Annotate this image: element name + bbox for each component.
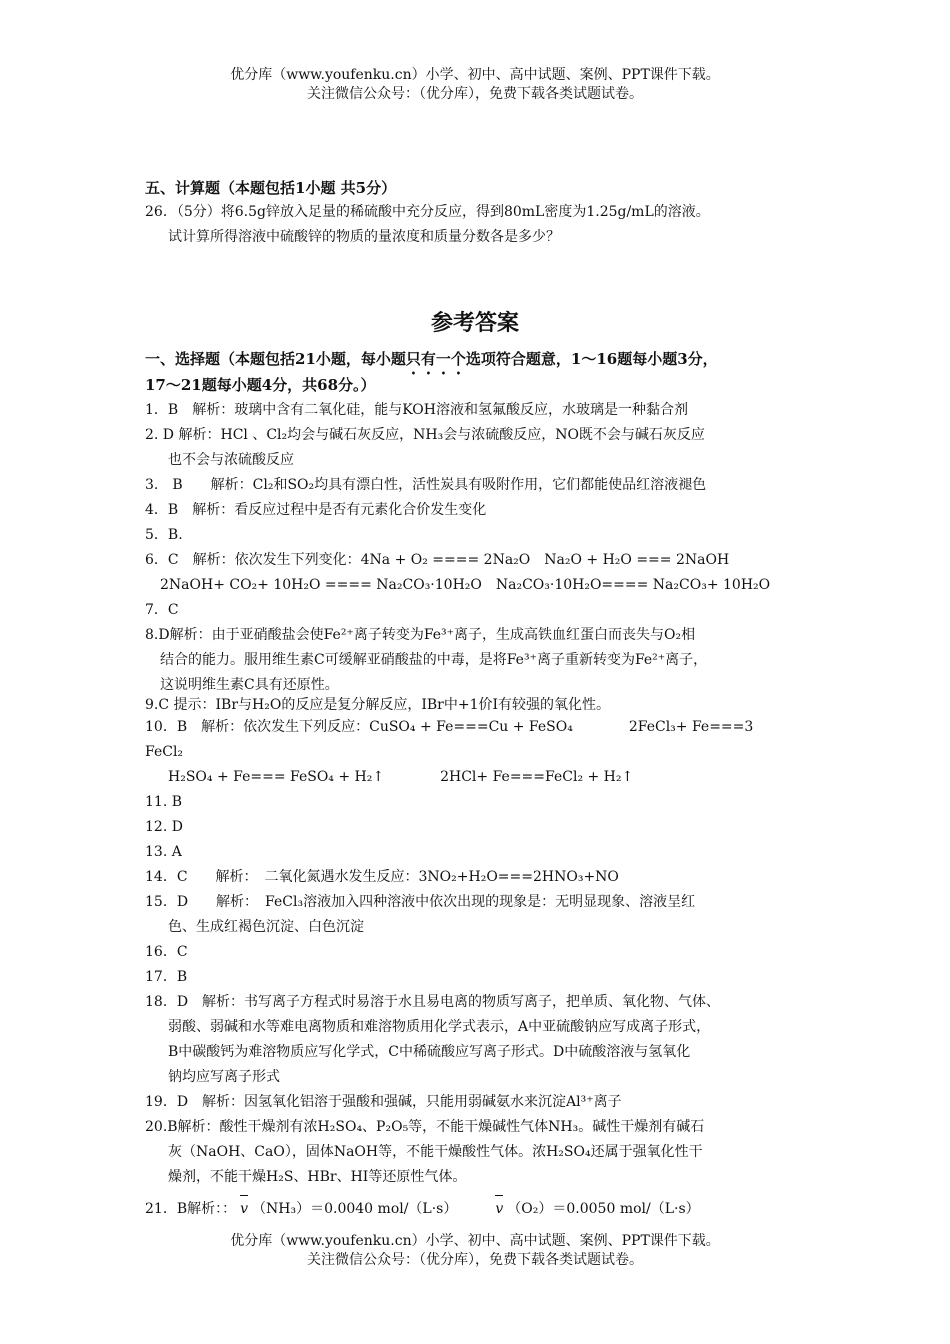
answer-14: 14．C 解析： 二氧化氮遇水发生反应：3NO₂+H₂O===2HNO₃+NO xyxy=(145,869,619,885)
answer-10-line-3: H₂SO₄ + Fe=== FeSO₄ + H₂↑ 2HCl+ Fe===FeCl₂ + H₂↑ xyxy=(168,769,634,785)
answer-8-line-3: 这说明维生素C具有还原性。 xyxy=(160,677,339,693)
section5-heading: 五、计算题（本题包括1小题 共5分） xyxy=(145,179,397,197)
answer-7: 7．C xyxy=(145,602,179,618)
answer-18-line-3: B中碳酸钙为难溶物质应写化学式，C中稀硫酸应写离子形式。D中硫酸溶液与氢氧化 xyxy=(168,1044,691,1060)
velocity-symbol-2: v xyxy=(495,1197,503,1222)
footer-line-2: 关注微信公众号：（优分库），免费下载各类试题试卷。 xyxy=(307,1252,643,1268)
answer-21-prefix: 21．B解析：： xyxy=(145,1201,237,1217)
section1-heading-emphasis: 只有一个 xyxy=(405,350,466,368)
section1-heading-line2: 17～21题每小题4分，共68分。） xyxy=(145,376,376,394)
answer-15-line-1: 15．D 解析： FeCl₃溶液加入四种溶液中依次出现的现象是：无明显现象、溶液呈红 xyxy=(145,894,696,910)
page-footer xyxy=(0,1232,950,1270)
footer-line-1: 优分库（www.youfenku.cn）小学、初中、高中试题、案例、PPT课件下载。 xyxy=(230,1233,720,1249)
answer-21-end: （O₂）＝0.0050 mol/（L·s） xyxy=(507,1201,700,1217)
answer-3: 3. B 解析：Cl₂和SO₂均具有漂白性，活性炭具有吸附作用，它们都能使品红溶液褪色 xyxy=(145,477,707,493)
answer-8-line-2: 结合的能力。服用维生素C可缓解亚硝酸盐的中毒，是将Fe³⁺离子重新转变为Fe²⁺离子， xyxy=(160,652,708,668)
header-line-2: 关注微信公众号：（优分库），免费下载各类试题试卷。 xyxy=(307,86,643,102)
answer-9: 9.C 提示：IBr与H₂O的反应是复分解反应，IBr中+1价I有较强的氧化性。 xyxy=(145,697,611,713)
answer-15-line-2: 色、生成红褐色沉淀、白色沉淀 xyxy=(168,919,364,935)
answer-2-line-2: 也不会与浓硫酸反应 xyxy=(168,452,294,468)
question-26-line-1: 26．（5分）将6.5g锌放入足量的稀硫酸中充分反应，得到80mL密度为1.25g/mL的溶液。 xyxy=(145,204,710,220)
answer-10-line-1: 10．B 解析：依次发生下列反应：CuSO₄ + Fe===Cu + FeSO₄ 2FeCl₃+ Fe===3 xyxy=(145,719,754,735)
answer-18-line-4: 钠均应写离子形式 xyxy=(168,1069,280,1085)
answer-12: 12. D xyxy=(145,819,183,835)
answer-4: 4．B 解析：看反应过程中是否有元素化合价发生变化 xyxy=(145,502,487,518)
answer-8-line-1: 8.D解析：由于亚硝酸盐会使Fe²⁺离子转变为Fe³⁺离子，生成高铁血红蛋白而丧失与O₂相 xyxy=(145,627,696,643)
velocity-symbol-1: v xyxy=(240,1197,248,1222)
answer-6-line-1: 6．C 解析：依次发生下列变化：4Na + O₂ ==== 2Na₂O Na₂O + H₂O === 2NaOH xyxy=(145,552,730,568)
answer-18-line-2: 弱酸、弱碱和水等难电离物质和难溶物质用化学式表示，A中亚硫酸钠应写成离子形式， xyxy=(168,1019,711,1035)
answer-5: 5．B. xyxy=(145,527,183,543)
question-26-line-2: 试计算所得溶液中硫酸锌的物质的量浓度和质量分数各是多少？ xyxy=(168,229,560,245)
answer-11: 11. B xyxy=(145,794,183,810)
answer-21 xyxy=(145,1197,825,1222)
answer-21-mid: （NH₃）＝0.0040 mol/（L·s） xyxy=(252,1201,458,1217)
answer-18-line-1: 18．D 解析：书写离子方程式时易溶于水且易电离的物质写离子，把单质、氧化物、气体、 xyxy=(145,994,721,1010)
answer-20-line-3: 燥剂，不能干燥H₂S、HBr、HI等还原性气体。 xyxy=(168,1169,467,1185)
section1-heading-b: 选项符合题意，1～16题每小题3分， xyxy=(465,350,718,368)
answer-16: 16．C xyxy=(145,944,188,960)
answer-20-line-2: 灰（NaOH、CaO），固体NaOH等，不能干燥酸性气体。浓H₂SO₄还属于强氧化性干 xyxy=(168,1144,703,1160)
answer-20-line-1: 20.B解析：酸性干燥剂有浓H₂SO₄、P₂O₅等，不能干燥碱性气体NH₃。碱性干燥剂有碱石 xyxy=(145,1119,705,1135)
answer-17: 17．B xyxy=(145,969,188,985)
answer-1: 1．B 解析：玻璃中含有二氧化硅，能与KOH溶液和氢氟酸反应，水玻璃是一种黏合剂 xyxy=(145,402,688,418)
answer-6-line-2: 2NaOH+ CO₂+ 10H₂O ==== Na₂CO₃·10H₂O Na₂CO₃·10H₂O==== Na₂CO₃+ 10H₂O xyxy=(160,577,771,593)
answer-19: 19．D 解析：因氢氧化铝溶于强酸和强碱，只能用弱碱氨水来沉淀Al³⁺离子 xyxy=(145,1094,622,1110)
header-line-1: 优分库（www.youfenku.cn）小学、初中、高中试题、案例、PPT课件下载。 xyxy=(230,67,720,83)
answer-2-line-1: 2. D 解析：HCl 、Cl₂均会与碱石灰反应，NH₃会与浓硫酸反应，NO既不会与碱石灰反应 xyxy=(145,427,705,443)
answer-13: 13. A xyxy=(145,844,182,860)
answer-10-line-2: FeCl₂ xyxy=(145,744,184,760)
answers-title: 参考答案 xyxy=(430,310,519,336)
page-header xyxy=(0,66,950,104)
section1-heading-a: 一、选择题（本题包括21小题，每小题 xyxy=(145,350,406,368)
